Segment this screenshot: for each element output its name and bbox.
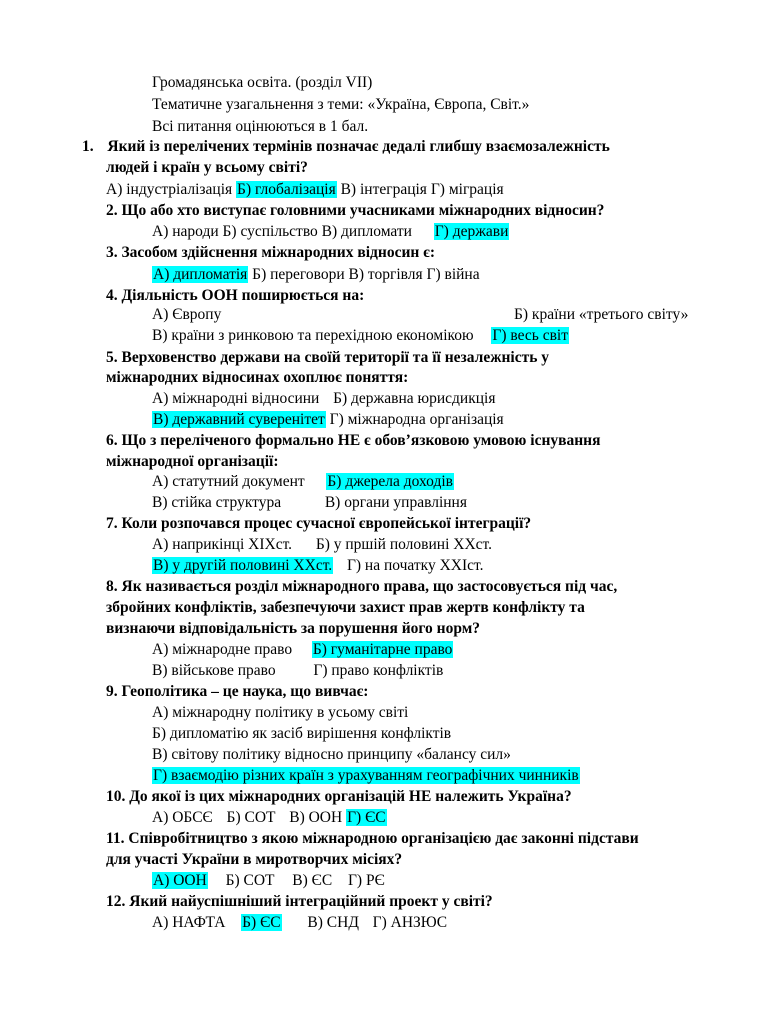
- question-number: 2.: [106, 202, 118, 219]
- question-text-continued: збройних конфліктів, забезпечуючи захист прав жертв конфлікту та: [106, 599, 585, 616]
- option: А) статутний документ: [152, 473, 305, 490]
- question-12: [106, 892, 493, 912]
- option: Б) СОТ: [225, 872, 275, 889]
- options-q10: [152, 808, 387, 828]
- option: Г) міжнародна організація: [329, 411, 504, 428]
- option: Б) державна юрисдикція: [333, 390, 496, 407]
- question-2: [106, 201, 604, 221]
- option: Г) міграція: [430, 181, 504, 198]
- options-q2: [152, 222, 509, 242]
- option: А) міжнародне право: [152, 641, 293, 658]
- correct-option: Г) взаємодію різних країн з урахуванням географічних чинників: [153, 767, 579, 784]
- option: А) індустріалізація: [106, 181, 233, 198]
- question-number: 10.: [106, 788, 126, 805]
- option: Г) на початку ХХІст.: [346, 557, 484, 574]
- option: В) дипломати: [321, 223, 412, 240]
- option: Б) у пршій половині ХХст.: [315, 536, 492, 553]
- option: Г) АНЗЮС: [372, 914, 448, 931]
- question-text-continued: міжнародних відносинах охоплює поняття:: [106, 369, 409, 386]
- option: В) світову політику відносно принципу «балансу сил»: [152, 746, 511, 763]
- question-text: Що з переліченого формально НЕ є обов’язковою умовою існування: [121, 432, 601, 449]
- correct-option: Б) ЄС: [242, 914, 281, 931]
- options-q5-line1: [152, 389, 495, 409]
- options-q1: [106, 180, 504, 200]
- correct-option: А) ООН: [153, 872, 207, 889]
- options-q11: [152, 871, 385, 891]
- option: В) торгівля: [348, 266, 423, 283]
- correct-option: Б) глобалізація: [237, 181, 336, 198]
- option: Б) країни «третього світу»: [514, 306, 689, 323]
- option: Б) дипломатію як засіб вирішення конфліктів: [152, 725, 452, 742]
- option: В) стійка структура: [152, 494, 282, 511]
- options-q5-line2: [152, 410, 504, 430]
- correct-option: Б) джерела доходів: [327, 473, 453, 490]
- option: Г) право конфліктів: [313, 662, 444, 679]
- options-q8-line2: [152, 661, 443, 681]
- question-number: 9.: [106, 683, 118, 700]
- options-q7-line2: [152, 556, 484, 576]
- question-9: [106, 682, 368, 702]
- question-1: [82, 137, 610, 157]
- options-q4-line2: [152, 326, 569, 346]
- options-q6-line2: [152, 493, 467, 513]
- option: Г) РЄ: [347, 872, 385, 889]
- question-text: Діяльність ООН поширюється на:: [121, 287, 365, 304]
- question-number: 1.: [82, 138, 94, 155]
- question-text: Що або хто виступає головними учасниками міжнародних відносин?: [121, 202, 605, 219]
- options-q7-line1: [152, 535, 492, 555]
- option: А) наприкінці ХІХст.: [152, 536, 293, 553]
- correct-option: А) дипломатія: [153, 266, 248, 283]
- option: В) військове право: [152, 662, 276, 679]
- options-q12: [152, 913, 447, 933]
- question-7: [106, 514, 531, 534]
- correct-option: Б) гуманітарне право: [312, 641, 453, 658]
- header-theme: Тематичне узагальнення з теми: «Україна, Європа, Світ.»: [152, 96, 530, 113]
- option: В) ООН: [289, 809, 343, 826]
- question-number: 8.: [106, 578, 118, 595]
- question-number: 7.: [106, 515, 118, 532]
- question-number: 4.: [106, 287, 118, 304]
- correct-option-row: [152, 766, 580, 786]
- option: А) міжнародну політику в усьому світі: [152, 704, 409, 721]
- option: В) ЄС: [292, 872, 333, 889]
- correct-option: В) державний суверенітет: [153, 411, 325, 428]
- question-text: Який із перелічених термінів позначає дедалі глибшу взаємозалежність: [107, 138, 610, 155]
- question-number: 6.: [106, 432, 118, 449]
- question-3: [106, 243, 435, 263]
- option: А) НАФТА: [152, 914, 226, 931]
- header-scoring: Всі питання оцінюються в 1 бал.: [152, 118, 369, 135]
- question-text-continued: людей і країн у всьому світі?: [106, 159, 308, 176]
- question-number: 3.: [106, 244, 118, 261]
- question-text: До якої із цих міжнародних організацій НЕ належить Україна?: [129, 788, 572, 805]
- question-number: 5.: [106, 349, 118, 366]
- question-text-continued: міжнародної організації:: [106, 453, 279, 470]
- option: А) Європу: [152, 306, 222, 323]
- correct-option: В) у другій половині ХХст.: [153, 557, 333, 574]
- correct-option: Г) весь світ: [492, 327, 568, 344]
- option: В) країни з ринковою та перехідною економікою: [152, 327, 474, 344]
- question-text: Як називається розділ міжнародного права, що застосовується під час,: [121, 578, 618, 595]
- correct-option: Г) держави: [434, 223, 509, 240]
- option: Г) війна: [426, 266, 480, 283]
- question-text: Геополітика – це наука, що вивчає:: [121, 683, 369, 700]
- question-8: [106, 577, 617, 597]
- question-text: Засобом здійснення міжнародних відносин є:: [121, 244, 436, 261]
- question-number: 11.: [106, 830, 125, 847]
- question-text: Коли розпочався процес сучасної європейської інтеграції?: [121, 515, 532, 532]
- options-q3: [152, 265, 480, 285]
- option: В) СНД: [307, 914, 359, 931]
- options-q8-line1: [152, 640, 453, 660]
- correct-option: Г) ЄС: [347, 809, 386, 826]
- option: В) інтеграція: [340, 181, 427, 198]
- options-q6-line1: [152, 472, 454, 492]
- question-number: 12.: [106, 893, 126, 910]
- question-text: Який найуспішніший інтеграційний проект у світі?: [129, 893, 493, 910]
- option: Б) СОТ: [226, 809, 276, 826]
- question-text: Верховенство держави на своїй території та її незалежність у: [121, 349, 550, 366]
- question-text-continued: визнаючи відповідальність за порушення його норм?: [106, 620, 481, 637]
- option: Б) переговори: [252, 266, 345, 283]
- option: А) ОБСЄ: [152, 809, 213, 826]
- header-title: Громадянська освіта. (розділ VII): [152, 74, 373, 91]
- option: А) народи: [152, 223, 219, 240]
- question-text: Співробітництво з якою міжнародною організацією дає законні підстави: [128, 830, 639, 847]
- question-11: [106, 829, 639, 849]
- question-10: [106, 787, 572, 807]
- question-4: [106, 286, 364, 306]
- option: В) органи управління: [324, 494, 467, 511]
- option: А) міжнародні відносини: [152, 390, 320, 407]
- option: Б) суспільство: [222, 223, 318, 240]
- question-text-continued: для участі України в миротворчих місіях?: [106, 851, 403, 868]
- question-6: [106, 431, 601, 451]
- question-5: [106, 348, 549, 368]
